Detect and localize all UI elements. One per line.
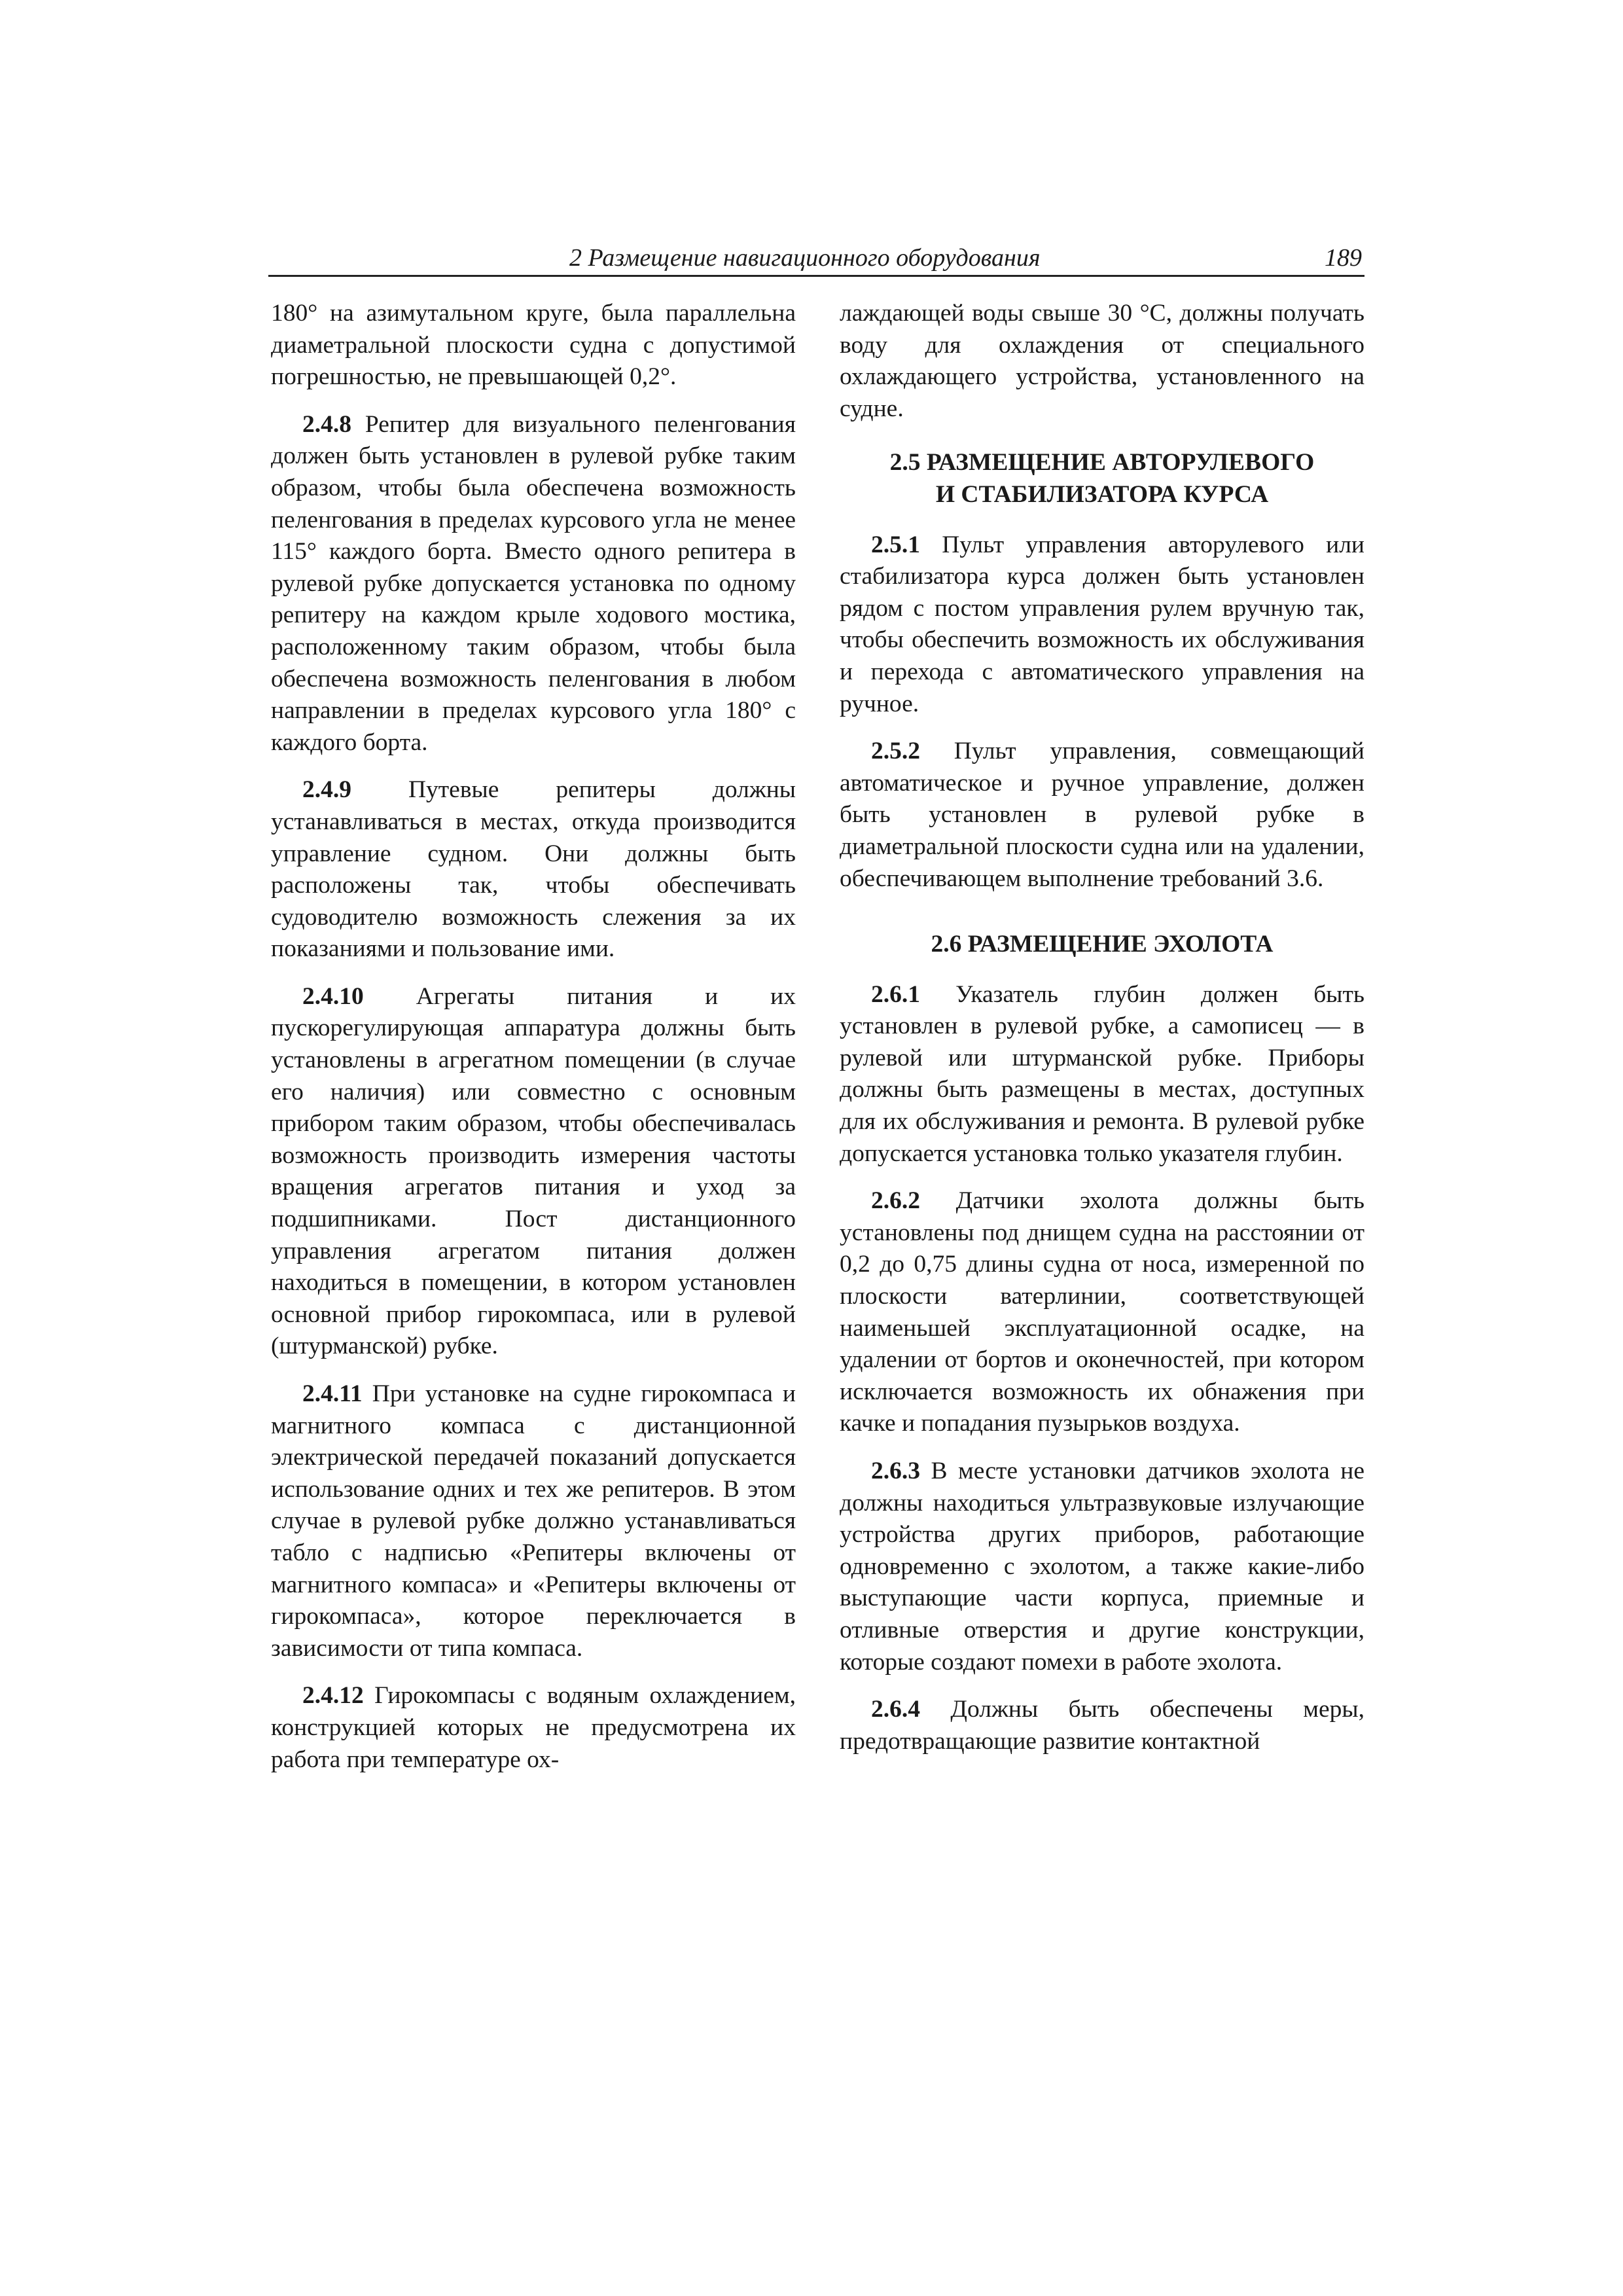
paragraph-text: В месте установки датчиков эхолота не должны находиться ультразвуковые излучающие устройства других приборов, работающие одновременно с эхолотом, а также какие-либо выступающие части корпуса, приемные и отливные отверстия и другие конструкции, которые создают помехи в работе эхолота. [840, 1458, 1364, 1676]
paragraph-2-6-2 [840, 1185, 1364, 1440]
running-header [268, 241, 1364, 277]
paragraph-number: 2.4.9 [302, 776, 351, 804]
paragraph-text: Гирокомпасы с водяным охлаждением, конструкцией которых не предусмотрена их работа при температуре ох- [271, 1682, 796, 1773]
paragraph-2-4-11 [271, 1378, 796, 1664]
paragraph-text: 180° на азимутальном круге, была параллельна диаметральной плоскости судна с допустимой погрешностью, не превышающей 0,2°. [271, 300, 796, 391]
paragraph-text: Пульт управления авторулевого или стабилизатора курса должен быть установлен рядом с постом управления рулем вручную так, чтобы обеспечить возможность их обслуживания и перехода с автоматического управления на ручное. [840, 531, 1364, 717]
heading-line: 2.5 РАЗМЕЩЕНИЕ АВТОРУЛЕВОГО [889, 449, 1315, 476]
section-heading-2-5 [840, 447, 1364, 511]
paragraph-2-6-3 [840, 1456, 1364, 1678]
paragraph-2-4-8 [271, 409, 796, 759]
paragraph-text: Датчики эхолота должны быть установлены под днищем судна на расстоянии от 0,2 до 0,75 длины судна от носа, измеренной по плоскости ватерлинии, соответствующей наименьшей эксплуатационной осадке, на удалении от бортов и оконечностей, при котором исключается возможность их обнажения при качке и попадания пузырьков воздуха. [840, 1187, 1364, 1437]
paragraph-number: 2.5.2 [871, 738, 920, 765]
paragraph-2-4-12 [271, 1680, 796, 1776]
paragraph-number: 2.4.12 [302, 1682, 364, 1710]
paragraph-number: 2.4.10 [302, 982, 364, 1010]
paragraph-number: 2.4.11 [302, 1380, 363, 1407]
paragraph-2-5-2 [840, 736, 1364, 895]
paragraph-2-4-9 [271, 774, 796, 965]
paragraph-text: Путевые репитеры должны устанавливаться в местах, откуда производится управление судном. Они должны быть расположены так, чтобы обеспечивать судоводителю возможность слежения за их показаниями и пользование ими. [271, 776, 796, 963]
paragraph-number: 2.5.1 [871, 531, 920, 558]
paragraph-2-6-4 [840, 1694, 1364, 1757]
paragraph-text: Репитер для визуального пеленгования должен быть установлен в рулевой рубке таким образом, чтобы была обеспечена возможность пеленгования в пределах курсового угла не менее 115° каждого борта. Вместо одного репитера в рулевой рубке допускается установка по одному репитеру на каждом крыле ходового мостика, расположенному таким образом, чтобы была обеспечена возможность пеленгования в любом направлении в пределах курсового угла 180° с каждого борта. [271, 410, 796, 756]
paragraph-2-5-1 [840, 529, 1364, 721]
paragraph-number: 2.6.2 [871, 1187, 920, 1215]
paragraph-2-4-10 [271, 981, 796, 1363]
heading-line: И СТАБИЛИЗАТОРА КУРСА [935, 480, 1269, 508]
paragraph-2-6-1 [840, 979, 1364, 1170]
section-heading-2-6 [840, 929, 1364, 961]
paragraph-text: Агрегаты питания и их пускорегулирующая аппаратура должны быть установлены в агрегатном помещении (в случае его наличия) или совместно с основным прибором таким образом, чтобы обеспечивалась возможность производить измерения частоты вращения агрегатов питания и уход за подшипниками. Пост дистанционного управления агрегатом питания должен находиться в помещении, в котором установлен основной прибор гирокомпаса, или в рулевой (штурманской) рубке. [271, 982, 796, 1360]
paragraph-number: 2.6.1 [871, 980, 920, 1008]
paragraph-continuation [840, 298, 1364, 425]
paragraph-text: лаждающей воды свыше 30 °С, должны получать воду для охлаждения от специального охлаждающего устройства, установленного на судне. [840, 300, 1364, 422]
paragraph-number: 2.4.8 [302, 410, 351, 438]
heading-line: 2.6 РАЗМЕЩЕНИЕ ЭХОЛОТА [931, 931, 1274, 958]
paragraph-text: Должны быть обеспечены меры, предотвращающие развитие контактной [840, 1696, 1364, 1755]
paragraph-continuation [271, 298, 796, 393]
paragraph-number: 2.6.4 [871, 1696, 920, 1723]
right-column [840, 298, 1364, 1773]
paragraph-text: Пульт управления, совмещающий автоматическое и ручное управление, должен быть установлен в рулевой рубке в диаметральной плоскости судна или на удалении, обеспечивающем выполнение требований 3.6. [840, 738, 1364, 892]
left-column [271, 298, 796, 1791]
paragraph-text: Указатель глубин должен быть установлен в рулевой рубке, а самописец — в рулевой или штурманской рубке. Приборы должны быть размещены в местах, доступных для их обслуживания и ремонта. В рулевой рубке допускается установка только указателя глубин. [840, 980, 1364, 1167]
paragraph-number: 2.6.3 [871, 1458, 920, 1484]
paragraph-text: При установке на судне гирокомпаса и магнитного компаса с дистанционной электрической передачей показаний допускается использование одних и тех же репитеров. В этом случае в рулевой рубке должно устанавливаться табло с надписью «Репитеры включены от магнитного компаса» и «Репитеры включены от гирокомпаса», которое переключается в зависимости от типа компаса. [271, 1380, 796, 1662]
running-header-title: 2 Размещение навигационного оборудования [569, 244, 1041, 272]
page-number: 189 [1325, 244, 1362, 272]
